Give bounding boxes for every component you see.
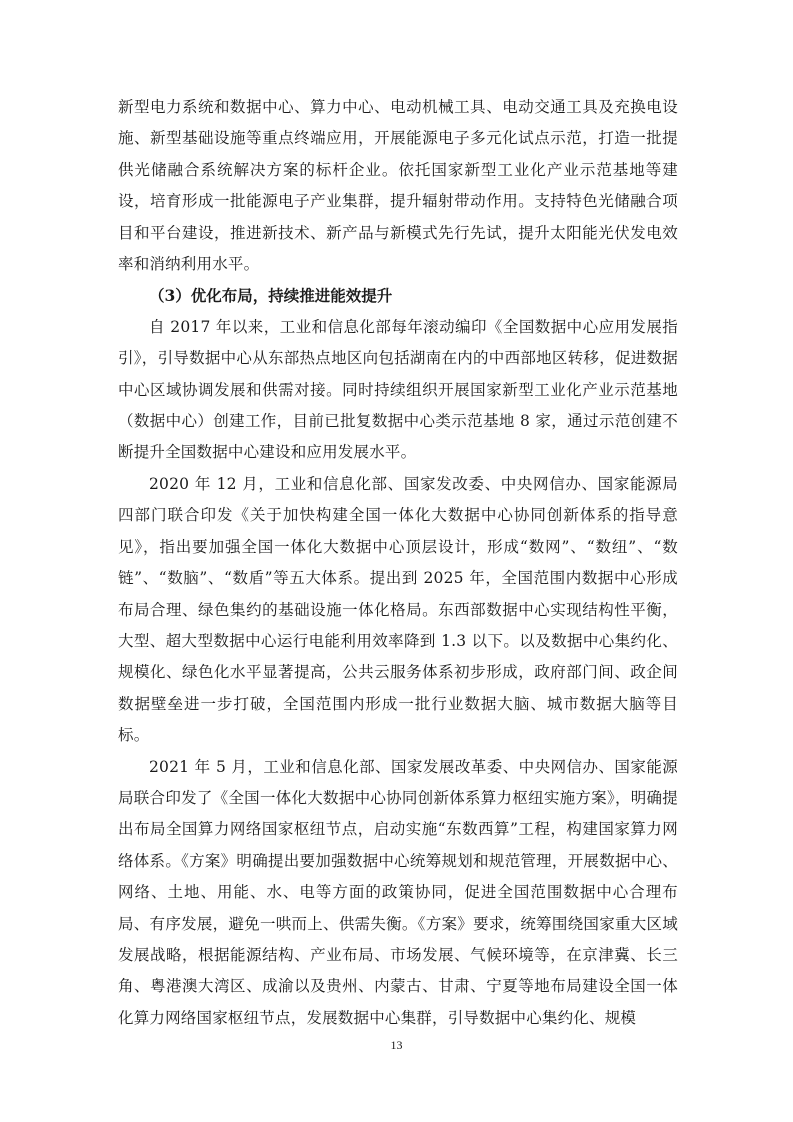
section-heading: （3）优化布局，持续推进能效提升 — [149, 286, 393, 306]
paragraph-continuation: 新型电力系统和数据中心、算力中心、电动机械工具、电动交通工具及充换电设施、新型基础设施等重点终端应用，开展能源电子多元化试点示范，打造一批提供光储融合系统解决方案的标杆企业。依托国家新型工业化产业示范基地等建设，培育形成一批能源电子产业集群，提升辐射带动作用。支持特色光储融合项目和平台建设，推进新技术、新产品与新模式先行先试，提升太阳能光伏发电效率和消纳利用水平。 — [118, 98, 678, 274]
paragraph-2020-opinion: 2020 年 12 月，工业和信息化部、国家发改委、中央网信办、国家能源局四部门联合印发《关于加快构建全国一体化大数据中心协同创新体系的指导意见》，指出要加强全国一体化大数据中心顶层设计，形成“数网”、“数纽”、“数链”、“数脑”、“数盾”等五大体系。提出到 2025 年，全国范围内数据中心形成布局合理、绿色集约的基础设施一体化格局。东西部数据中心实现结构性平衡，大型、超大型数据中心运行电能利用效率降到 1.3 以下。以及数据中心集约化、规模化、绿色化水平显著提高，公共云服务体系初步形成，政府部门间、政企间数据壁垒进一步打破，全国范围内形成一批行业数据大脑、城市数据大脑等目标。 — [118, 474, 678, 745]
paragraph-2021-plan: 2021 年 5 月，工业和信息化部、国家发展改革委、中央网信办、国家能源局联合印发了《全国一体化大数据中心协同创新体系算力枢纽实施方案》，明确提出布局全国算力网络国家枢纽节点，启动实施“东数西算”工程，构建国家算力网络体系。《方案》明确提出要加强数据中心统筹规划和规范管理，开展数据中心、网络、土地、用能、水、电等方面的政策协同，促进全国范围数据中心合理布局、有序发展，避免一哄而上、供需失衡。《方案》要求，统筹围绕国家重大区域发展战略，根据能源结构、产业布局、市场发展、气候环境等，在京津冀、长三角、粤港澳大湾区、成渝以及贵州、内蒙古、甘肃、宁夏等地布局建设全国一体化算力网络国家枢纽节点，发展数据中心集群，引导数据中心集约化、规模 — [118, 757, 678, 1027]
paragraph-data-center-guidance: 自 2017 年以来，工业和信息化部每年滚动编印《全国数据中心应用发展指引》，引导数据中心从东部热点地区向包括湖南在内的中西部地区转移，促进数据中心区域协调发展和供需对接。同时持续组织开展国家新型工业化产业示范基地（数据中心）创建工作，目前已批复数据中心类示范基地 8 家，通过示范创建不断提升全国数据中心建设和应用发展水平。 — [118, 317, 678, 462]
page-number: 13 — [390, 1038, 403, 1052]
page-body — [118, 92, 678, 1034]
